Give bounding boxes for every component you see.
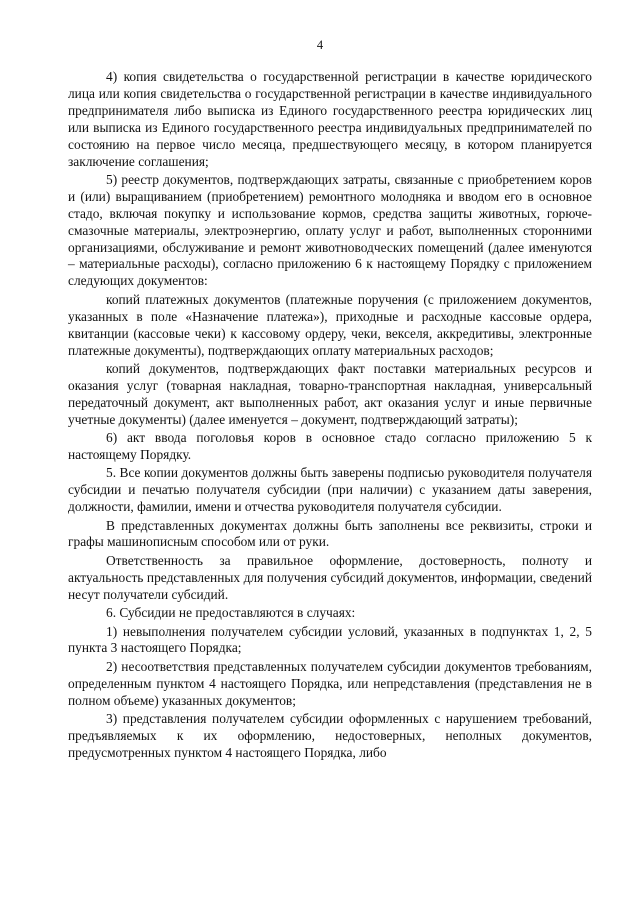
paragraph-refusal-case-2: 2) несоответствия представленных получателем субсидии документов требованиям, определенным пунктом 4 настоящего Порядка, или непредставления (представления не в полном объеме) указанных документов; — [68, 658, 592, 708]
paragraph-refusal-case-3: 3) представления получателем субсидии оформленных с нарушением требований, предъявляемых к их оформлению, недостоверных, неполных документов, предусмотренных пунктом 4 настоящего Порядка, либо — [68, 711, 592, 760]
page-number: 4 — [316, 38, 324, 52]
paragraph-refusal-case-1: 1) невыполнения получателем субсидии условий, указанных в подпунктах 1, 2, 5 пункта 3 настоящего Порядка; — [68, 623, 592, 656]
paragraph-delivery-documents: копий документов, подтверждающих факт поставки материальных ресурсов и оказания услуг (товарная накладная, товарно-транспортная накладная, универсальный передаточный документ, акт выполненных работ, акт оказания услуг и иные первичные учетные документы) (далее именуется – документ, подтверждающий затраты); — [68, 360, 592, 427]
paragraph-item-4-state-registration: 4) копия свидетельства о государственной регистрации в качестве юридического лица или копия свидетельства о государственной регистрации в качестве индивидуального предпринимателя либо выписка из Единого государственного реестра юридических лиц или выписка из Единого государственного реестра индивидуальных предпринимателей по состоянию на первое число месяца, предшествующего месяцу, в котором планируется заключение соглашения; — [68, 69, 592, 169]
document-body — [68, 69, 592, 763]
paragraph-responsibility: Ответственность за правильное оформление, достоверность, полноту и актуальность представленных для получения субсидий документов, информации, сведений несут получатели субсидий. — [68, 552, 592, 602]
paragraph-requisites: В представленных документах должны быть заполнены все реквизиты, строки и графы машинописным способом или от руки. — [68, 517, 592, 550]
paragraph-clause-6-refusal: 6. Субсидии не предоставляются в случаях: — [106, 605, 356, 621]
paragraph-item-6-herd-act: 6) акт ввода поголовья коров в основное стадо согласно приложению 5 к настоящему Порядку. — [68, 430, 592, 462]
paragraph-item-5-expense-register: 5) реестр документов, подтверждающих затраты, связанные с приобретением коров и (или) выращиванием (приобретением) ремонтного молодняка и вводом его в основное стадо, включая покупку и использование кормов, средства защиты животных, горюче-смазочные материалы, электроэнергию, оплату услуг и работ, выполненных сторонними организациями, обслуживание и ремонт животноводческих помещений (далее именуются – материальные расходы), согласно приложению 6 к настоящему Порядку с приложением следующих документов: — [68, 171, 592, 289]
paragraph-clause-5-certification: 5. Все копии документов должны быть заверены подписью руководителя получателя субсидии и печатью получателя субсидии (при наличии) с указанием даты заверения, должности, фамилии, имени и отчества руководителя получателя субсидии. — [68, 465, 592, 515]
paragraph-payment-documents: копий платежных документов (платежные поручения (с приложением документов, указанных в поле «Назначение платежа»), приходные и расходные кассовые ордера, квитанции (кассовые чеки) к кассовому ордеру, чеки, векселя, аккредитивы, электронные платежные документы), подтверждающих оплату материальных расходов; — [68, 291, 592, 358]
